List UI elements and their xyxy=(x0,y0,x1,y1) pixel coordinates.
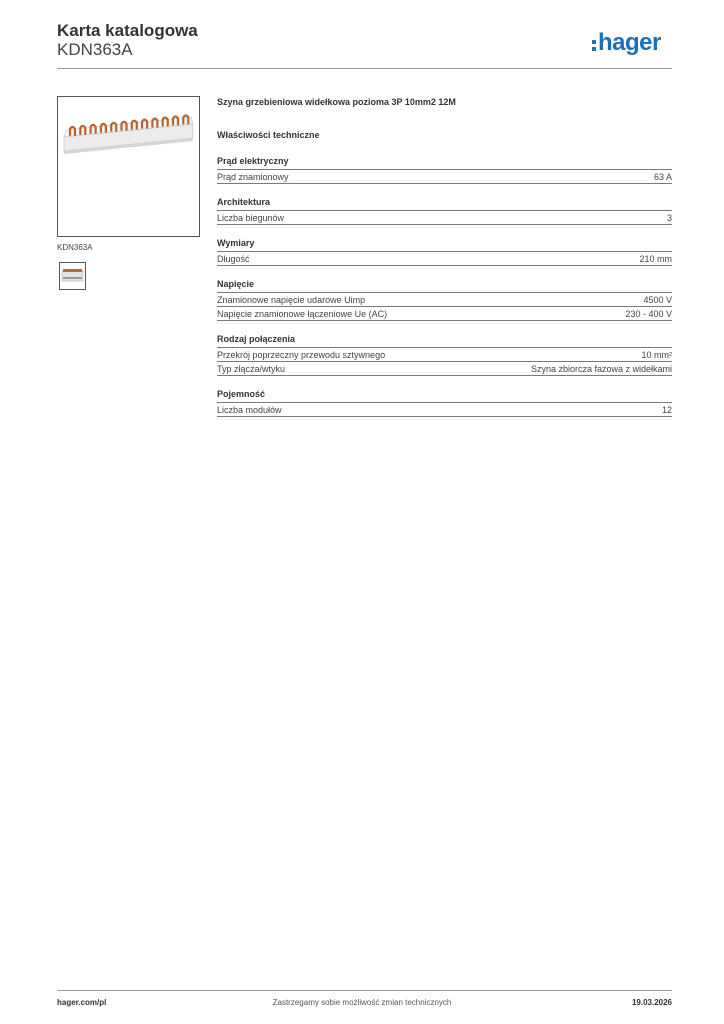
spec-row xyxy=(217,252,672,266)
logo-dots-icon xyxy=(592,40,596,51)
spec-group-title: Rodzaj połączenia xyxy=(217,334,672,348)
spec-row xyxy=(217,348,672,362)
spec-row xyxy=(217,307,672,321)
hager-logo xyxy=(592,28,661,58)
image-caption: KDN363A xyxy=(57,243,93,252)
thumbnail-busbar-icon xyxy=(60,263,85,289)
footer-divider xyxy=(57,990,672,991)
spec-group-title: Wymiary xyxy=(217,238,672,252)
spec-value: 210 mm xyxy=(639,254,672,264)
product-title: Szyna grzebieniowa widełkowa pozioma 3P 10mm2 12M xyxy=(217,97,456,107)
spec-group-dimensions xyxy=(217,238,672,266)
spec-label: Typ złącza/wtyku xyxy=(217,364,286,374)
spec-group-current xyxy=(217,156,672,184)
specs-heading: Właściwości techniczne xyxy=(217,130,320,140)
spec-group-title: Pojemność xyxy=(217,389,672,403)
spec-label: Prąd znamionowy xyxy=(217,172,289,182)
spec-value: 10 mm² xyxy=(641,350,672,360)
spec-group-architecture xyxy=(217,197,672,225)
spec-row xyxy=(217,293,672,307)
page-title: Karta katalogowa xyxy=(57,21,198,40)
spec-value: 4500 V xyxy=(643,295,672,305)
spec-value: Szyna zbiorcza fazowa z widełkami xyxy=(530,364,672,374)
spec-value: 63 A xyxy=(653,172,672,182)
footer-date: 19.03.2026 xyxy=(631,998,672,1007)
thumbnail[interactable] xyxy=(59,262,86,290)
spec-label: Długość xyxy=(217,254,250,264)
product-image xyxy=(57,96,200,237)
spec-label: Liczba modułów xyxy=(217,405,282,415)
spec-groups xyxy=(217,156,672,430)
footer-disclaimer: Zastrzegamy sobie możliwość zmian technicznych xyxy=(272,998,452,1007)
spec-value: 3 xyxy=(666,213,672,223)
spec-value: 230 - 400 V xyxy=(625,309,672,319)
spec-group-title: Architektura xyxy=(217,197,672,211)
spec-label: Znamionowe napięcie udarowe Uimp xyxy=(217,295,366,305)
logo-text: hager xyxy=(598,29,661,56)
spec-group-title: Napięcie xyxy=(217,279,672,293)
spec-value: 12 xyxy=(661,405,672,415)
footer-website-link[interactable]: hager.com/pl xyxy=(57,998,107,1007)
spec-row xyxy=(217,170,672,184)
spec-group-voltage xyxy=(217,279,672,321)
spec-row xyxy=(217,211,672,225)
spec-group-capacity xyxy=(217,389,672,417)
spec-row xyxy=(217,362,672,376)
spec-group-title: Prąd elektryczny xyxy=(217,156,672,170)
product-code: KDN363A xyxy=(57,40,133,59)
spec-label: Liczba biegunów xyxy=(217,213,285,223)
spec-label: Przekrój poprzeczny przewodu sztywnego xyxy=(217,350,386,360)
header-divider xyxy=(57,68,672,69)
spec-row xyxy=(217,403,672,417)
spec-label: Napięcie znamionowe łączeniowe Ue (AC) xyxy=(217,309,388,319)
spec-group-connection xyxy=(217,334,672,376)
busbar-illustration-icon xyxy=(58,97,199,236)
